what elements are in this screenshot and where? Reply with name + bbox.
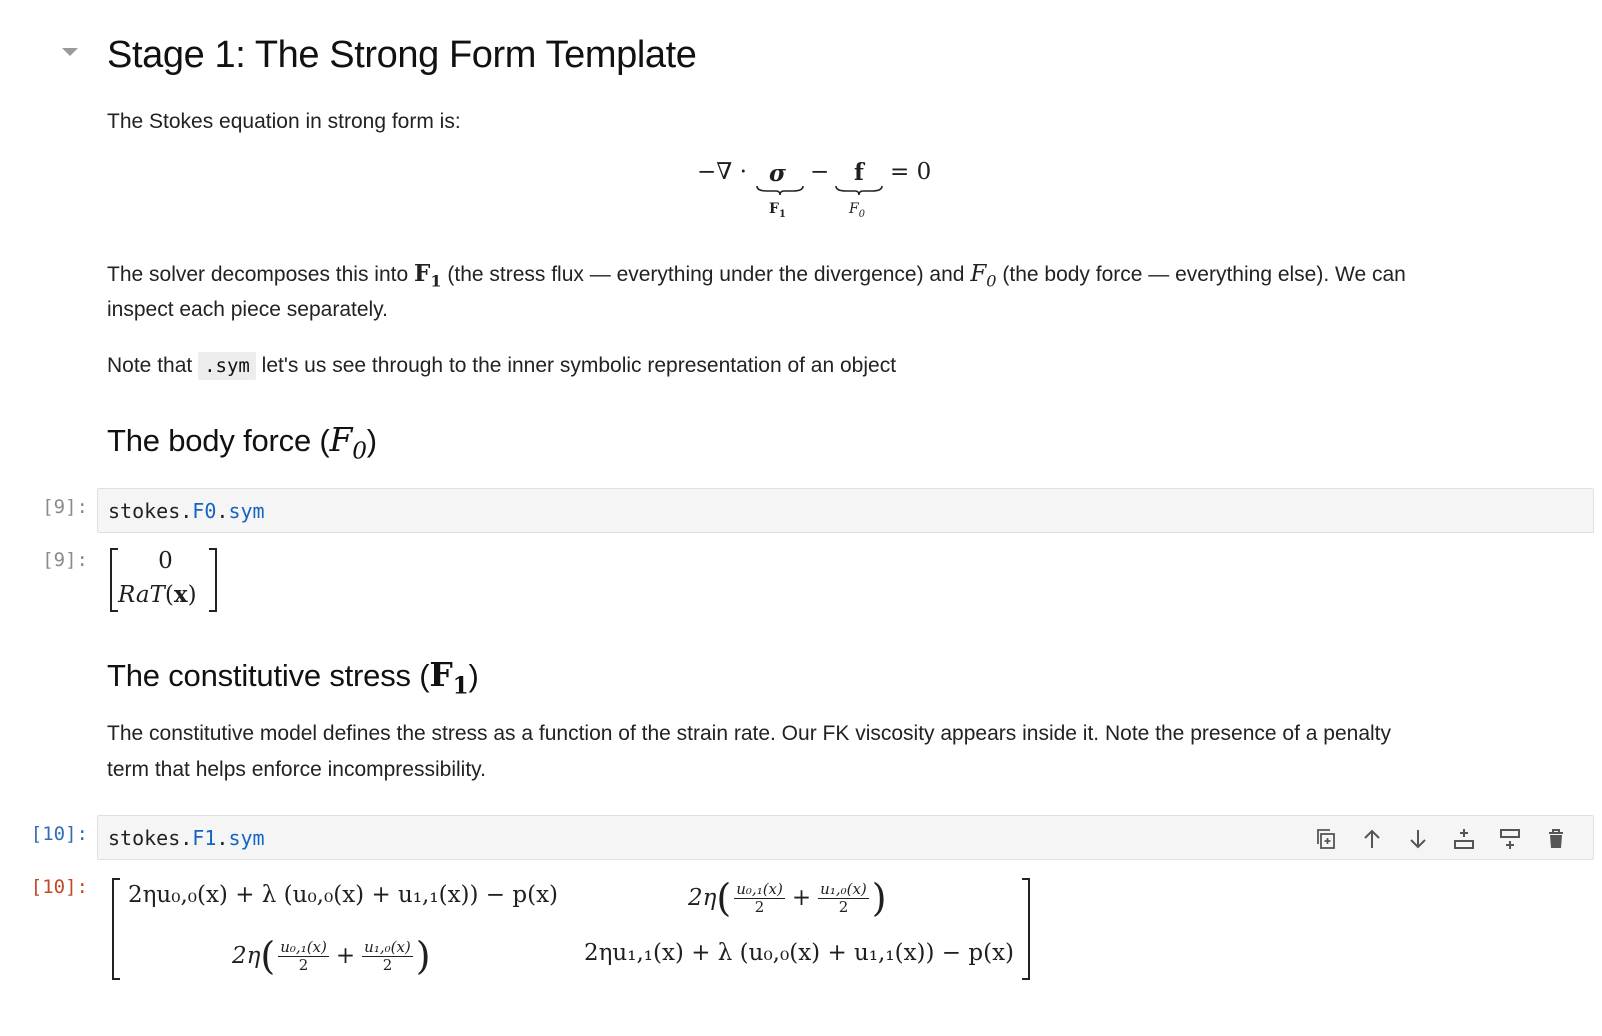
move-up-button[interactable] [1357,824,1387,854]
cell-9-input[interactable] [97,488,1594,533]
insert-above-button[interactable] [1449,824,1479,854]
equation-rhs: = 0 [890,159,932,185]
cell-9-input-prompt: [9]: [42,496,88,518]
equation-prefix: −∇ · [697,159,747,185]
decompose-line-2: inspect each piece separately. [107,298,388,321]
collapse-heading-icon[interactable] [62,48,78,56]
cell-10-input[interactable] [97,815,1594,860]
cell-toolbar [1311,824,1571,854]
constitutive-symbol: $F_1$ [429,655,469,700]
body-force-symbol: $F_0$ [329,420,367,465]
equation-body-label: $F_0$ [849,201,865,220]
equation-flux-label: $F_1$ [769,201,786,220]
constitutive-para-line-2: term that helps enforce incompressibility. [107,758,486,781]
cell-9-output-matrix [108,546,223,616]
underbrace-flux-icon [755,184,805,196]
cell-10-output-matrix [110,872,1040,987]
inline-code-sym: .sym [198,352,256,380]
cell-10-code[interactable]: stokes.F1.sym [108,826,265,850]
delete-icon [1544,827,1568,851]
F0-symbol: $F_0$ [970,261,997,291]
matrix-right-bracket [1022,878,1030,980]
stokes-equation [697,156,957,226]
decompose-line-1: The solver decomposes this into $F_1$ (the stress flux — everything under the divergence) and $F_0$ (the body force — everything else). We can [107,260,1406,291]
matrix-cell-0-1: 2η ( $\frac{\text{u₀,₁(x)}}{2}$ + $\frac{\text{u₁,₀(x)}}{2}$ ) [688,876,887,920]
body-force-heading: The body force $(F_0)$ [107,420,377,465]
matrix-right-bracket [209,548,217,612]
matrix-cell-1-1: 2ηu₁,₁(x) + λ (u₀,₀(x) + u₁,₁(x)) − p(x) [584,940,1015,966]
matrix-row-1: 0 [158,548,173,574]
cell-9-output-prompt: [9]: [42,549,88,571]
equation-f: f [854,159,864,186]
duplicate-icon [1314,827,1338,851]
F1-symbol: $F_1$ [413,260,442,291]
cell-9-code[interactable]: stokes.F0.sym [108,499,265,523]
move-down-button[interactable] [1403,824,1433,854]
intro-text: The Stokes equation in strong form is: [107,110,461,133]
matrix-row-2: RaT(x) [118,581,197,608]
section-title: Stage 1: The Strong Form Template [107,34,697,76]
note-text: Note that .sym let's us see through to the inner symbolic representation of an object [107,348,896,384]
matrix-cell-1-0: 2η ( $\frac{\text{u₀,₁(x)}}{2}$ + $\frac{\text{u₁,₀(x)}}{2}$ ) [232,934,431,978]
insert-below-icon [1498,827,1522,851]
matrix-cell-0-0: 2ηu₀,₀(x) + λ (u₀,₀(x) + u₁,₁(x)) − p(x) [128,882,559,908]
equation-minus: − [810,159,830,185]
constitutive-para-line-1: The constitutive model defines the stress as a function of the strain rate. Our FK viscosity appears inside it. Note the presence of a penalty [107,722,1391,745]
constitutive-heading: The constitutive stress $(F_1)$ [107,655,479,700]
matrix-left-bracket [112,878,120,980]
move-up-icon [1360,827,1384,851]
move-down-icon [1406,827,1430,851]
duplicate-cell-button[interactable] [1311,824,1341,854]
cell-10-input-prompt: [10]: [30,823,88,845]
insert-below-button[interactable] [1495,824,1525,854]
delete-cell-button[interactable] [1541,824,1571,854]
insert-above-icon [1452,827,1476,851]
cell-10-output-prompt: [10]: [30,876,88,898]
equation-sigma: σ [769,160,786,187]
underbrace-body-icon [834,184,884,196]
